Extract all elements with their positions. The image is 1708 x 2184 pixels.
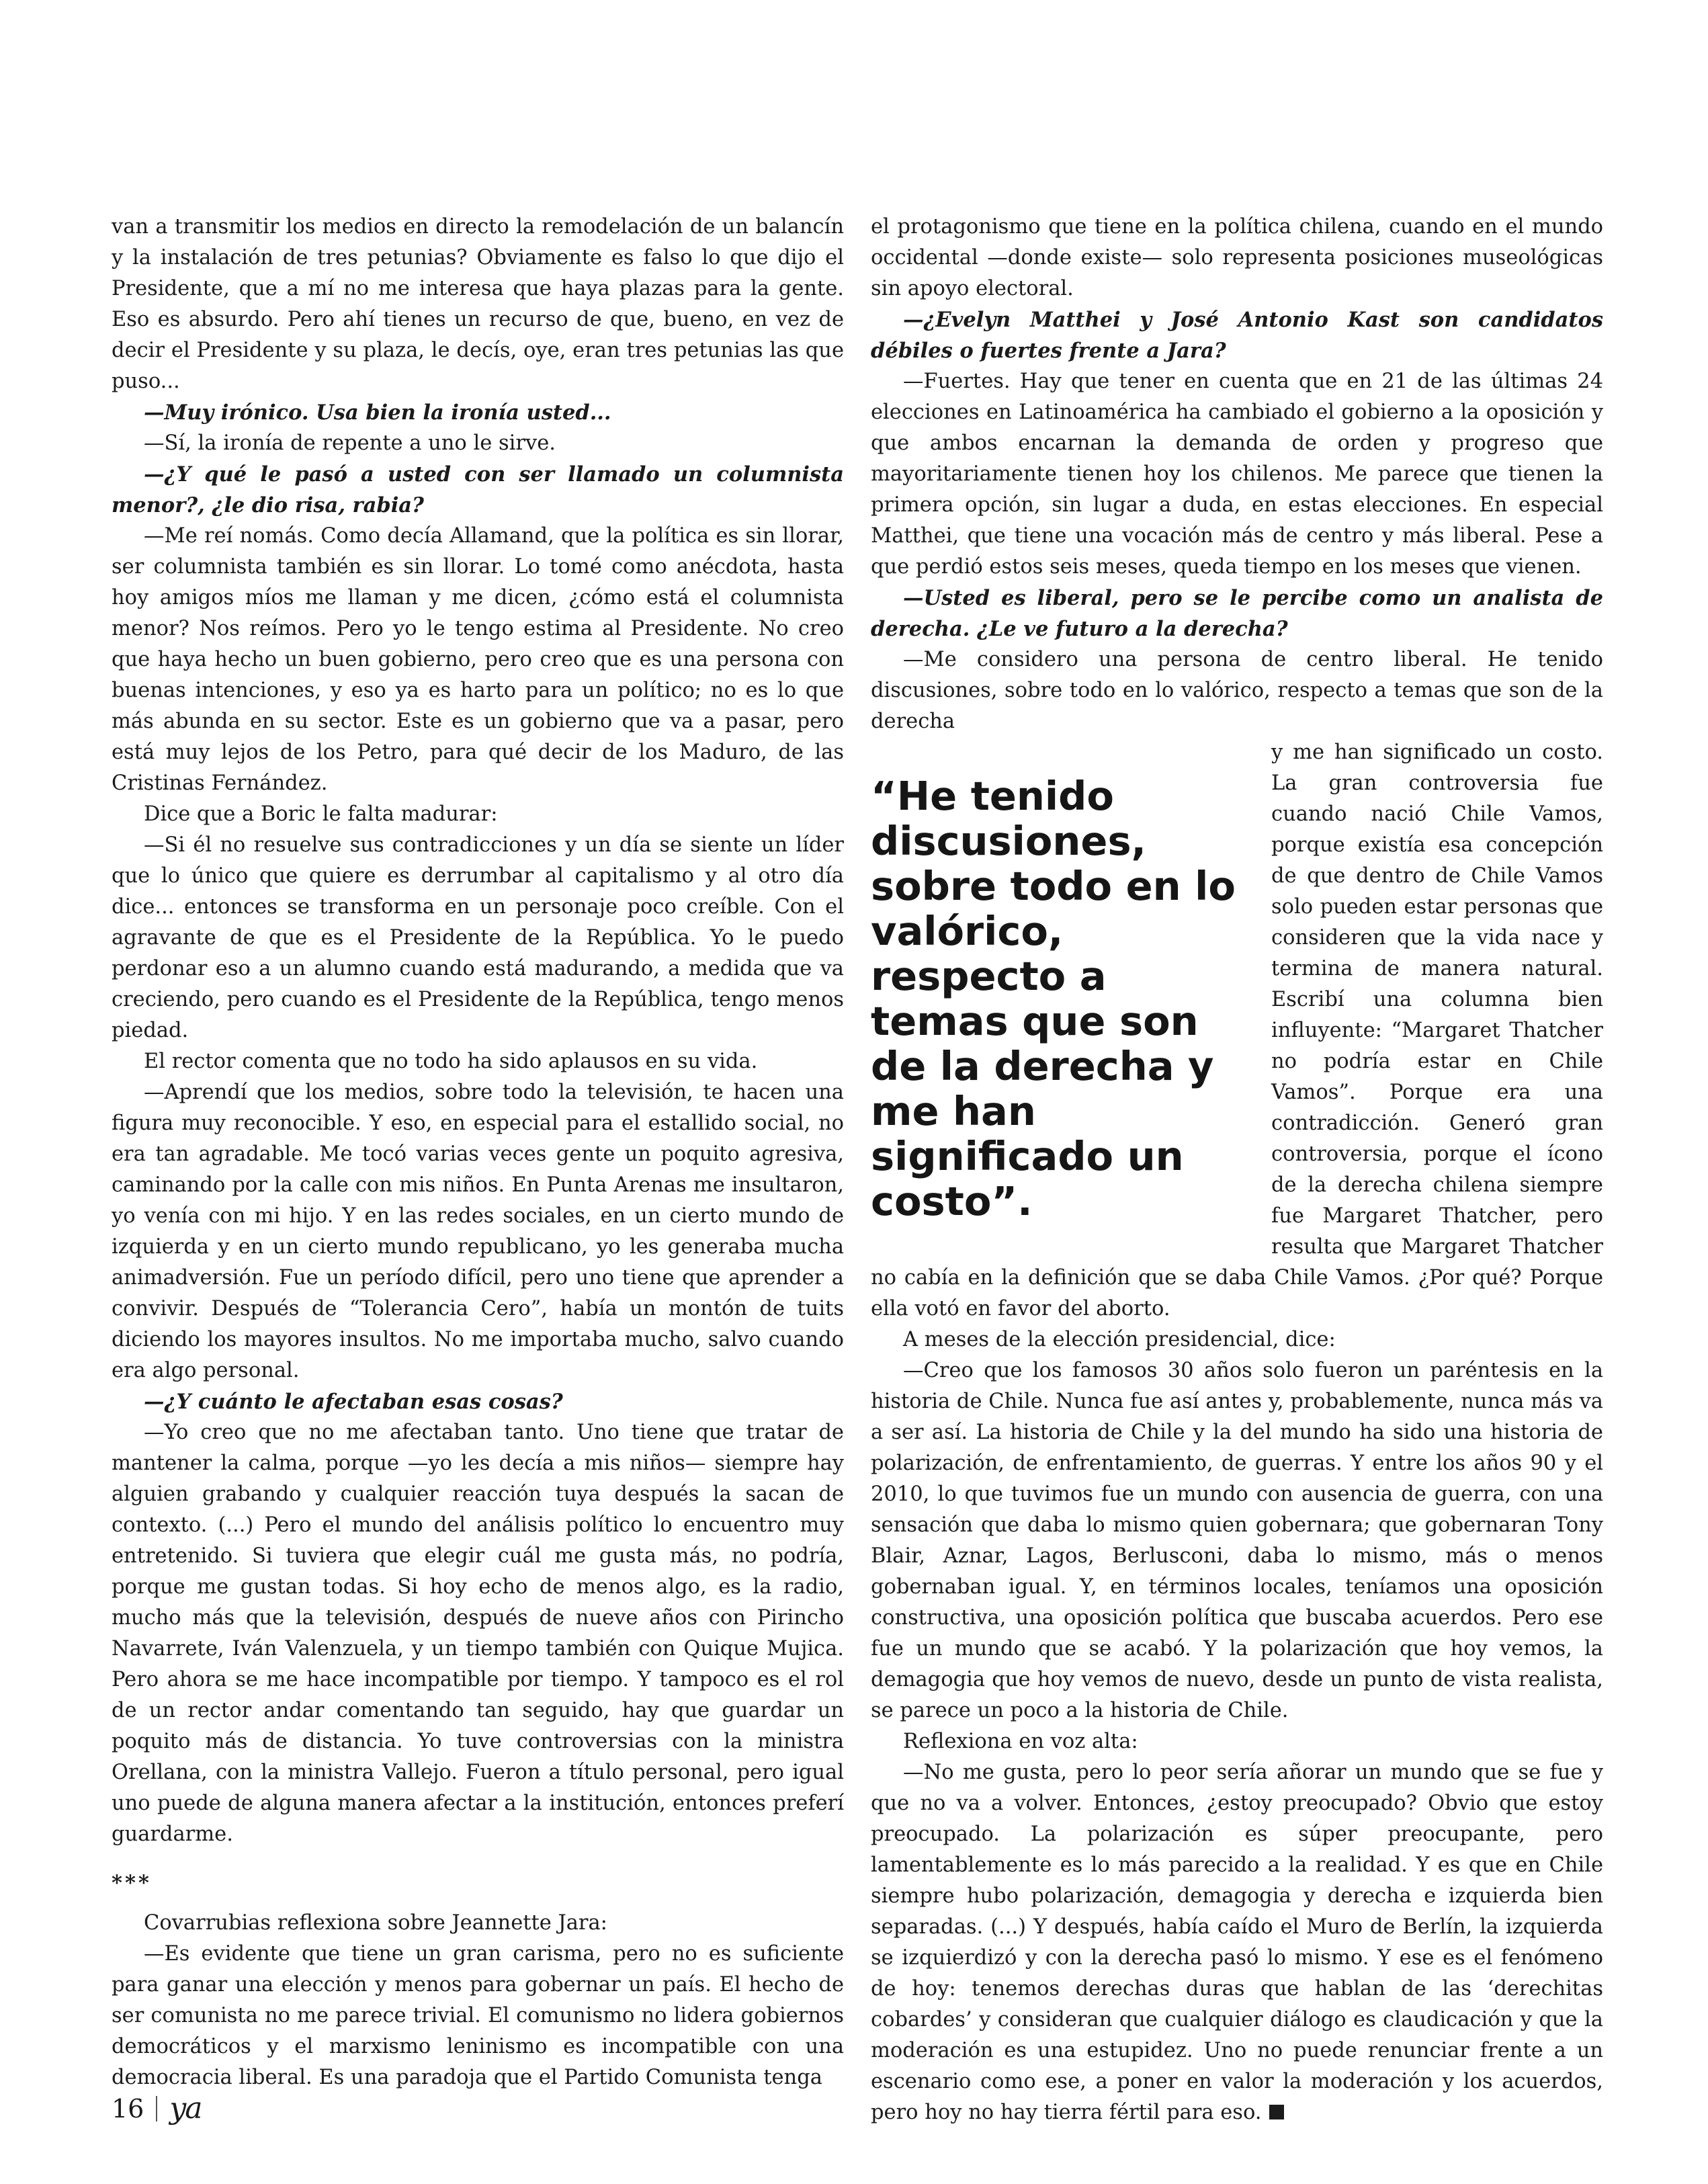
interview-question: —Usted es liberal, pero se le percibe como un analista de derecha. ¿Le ve futuro a la derecha? (871, 586, 1603, 641)
paragraph: —Me considero una persona de centro liberal. He tenido discusiones, sobre todo en lo valórico, respecto a temas que son de la derecha (871, 648, 1603, 733)
page-number: 16 (112, 2093, 144, 2124)
paragraph: —Me reí nomás. Como decía Allamand, que la política es sin llorar, ser columnista también es sin llorar. Lo tomé como anécdota, hasta hoy amigos míos me llaman y me dicen, ¿cómo está el columnista menor? Nos reímos. Pero yo le tengo estima al Presidente. No creo que haya hecho un buen gobierno, pero creo que es una persona con buenas intenciones, y eso ya es harto para un político; no es lo que más abunda en su sector. Este es un gobierno que va a pasar, pero está muy lejos de los Petro, para qué decir de los Maduro, de las Cristinas Fernández. (112, 524, 844, 795)
footer-divider (156, 2096, 157, 2122)
paragraph: —Si él no resuelve sus contradicciones y un día se siente un líder que lo único que quiere es derrumbar al capitalismo y al otro día dice... entonces se transforma en un personaje poco creíble. Con el agravante de que es el Presidente de la República. Yo le puedo perdonar eso a un alumno cuando está madurando, a medida que va creciendo, pero cuando es el Presidente de la República, tengo menos piedad. (112, 833, 844, 1042)
paragraph-text: —No me gusta, pero lo peor sería añorar un mundo que se fue y que no va a volver. Entonces, ¿estoy preocupado? Obvio que estoy preocupado. La polarización es súper preocupante, pero lamentablemente es lo más parecido a la realidad. Y es que en Chile siempre hubo polarización, demagogia y derecha e izquierda bien separadas. (...) Y después, había caído el Muro de Berlín, la izquierda se izquierdizó y con la derecha pasó lo mismo. Y ese es el fenómeno de hoy: tenemos derechas duras que hablan de las ‘derechitas cobardes’ y consideran que cualquier diálogo es claudicación y que la moderación es una estupidez. Uno no puede renunciar frente a un escenario como ese, a poner en valor la moderación y los acuerdos, pero hoy no hay tierra fértil para eso. (871, 1761, 1603, 2124)
pull-quote: “He tenido discusiones, sobre todo en lo valórico, respecto a temas que son de la derecha y me han significado un costo”. (871, 773, 1236, 1224)
paragraph: —Aprendí que los medios, sobre todo la televisión, te hacen una figura muy reconocible. Y eso, en especial para el estallido social, no era tan agradable. Me tocó varias veces gente un poquito agresiva, caminando por la calle con mis niños. En Punta Arenas me insultaron, yo venía con mi hijo. Y en las redes sociales, en un cierto mundo de izquierda y en un cierto mundo republicano, yo les generaba mucha animadversión. Fue un período difícil, pero uno tiene que aprender a convivir. Después de “Tolerancia Cero”, había un montón de tuits diciendo los mayores insultos. No me importaba mucho, salvo cuando era algo personal. (112, 1081, 844, 1382)
paragraph: —Fuertes. Hay que tener en cuenta que en 21 de las últimas 24 elecciones en Latinoamérica ha cambiado el gobierno a la oposición y que ambos encarnan la demanda de orden y progreso que mayoritariamente tienen hoy los chilenos. Me parece que tienen la primera opción, sin lugar a duda, en estas elecciones. En especial Matthei, que tiene una vocación más de centro y más liberal. Pese a que perdió estos seis meses, queda tiempo en los meses que vienen. (871, 370, 1603, 579)
left-column (112, 212, 844, 2093)
paragraph: El rector comenta que no todo ha sido aplausos en su vida. (144, 1050, 758, 1073)
end-of-article-mark (1269, 2105, 1284, 2119)
paragraph: el protagonismo que tiene en la política chilena, cuando en el mundo occidental —donde existe— solo representa posiciones museológicas sin apoyo electoral. (871, 215, 1603, 300)
page-footer (112, 2091, 201, 2126)
paragraph: van a transmitir los medios en directo la remodelación de un balancín y la instalación de tres petunias? Obviamente es falso lo que dijo el Presidente, que a mí no me interesa que haya plazas para la gente. Eso es absurdo. Pero ahí tienes un recurso de que, bueno, en vez de decir el Presidente y su plaza, le decís, oye, eran tres petunias las que puso... (112, 215, 844, 393)
section-separator: *** (112, 1871, 152, 1895)
interview-question: —Muy irónico. Usa bien la ironía usted... (144, 401, 611, 425)
paragraph: A meses de la elección presidencial, dice: (903, 1328, 1336, 1351)
paragraph: —Creo que los famosos 30 años solo fueron un paréntesis en la historia de Chile. Nunca fue así antes y, probablemente, nunca más va a ser así. La historia de Chile y la del mundo ha sido una historia de polarización, de enfrentamiento, de guerras. Y entre los años 90 y el 2010, lo que tuvimos fue un mundo con ausencia de guerra, con una sensación que daba lo mismo quien gobernara; que gobernaran Tony Blair, Aznar, Lagos, Berlusconi, daba lo mismo, más o menos gobernaban igual. Y, en términos locales, teníamos una oposición constructiva, una oposición política que buscaba acuerdos. Pero ese fue un mundo que se acabó. Y la polarización que hoy vemos, la demagogia que hoy vemos de nuevo, desde un punto de vista realista, se parece un poco a la historia de Chile. (871, 1359, 1603, 1722)
paragraph (871, 1757, 1603, 2128)
magazine-logo: ya (169, 2091, 202, 2126)
paragraph: —Yo creo que no me afectaban tanto. Uno tiene que tratar de mantener la calma, porque —yo les decía a mis niños— siempre hay alguien grabando y cualquier reacción tuya después la sacan de contexto. (...) Pero el mundo del análisis político lo encuentro muy entretenido. Si tuviera que elegir cuál me gusta más, no podría, porque me gustan todas. Si hoy echo de menos algo, es la radio, mucho más que la televisión, después de nueve años con Pirincho Navarrete, Iván Valenzuela, y un tiempo también con Quique Mujica. Pero ahora se me hace incompatible por tiempo. Y tampoco es el rol de un rector andar comentando tan seguido, hay que guardar un poquito más de distancia. Yo tuve controversias con la ministra Orellana, con la ministra Vallejo. Fueron a título personal, pero igual uno puede de alguna manera afectar a la institución, entonces preferí guardarme. (112, 1421, 844, 1846)
paragraph: y me han significado un costo. La gran controversia fue cuando nació Chile Vamos, porque existía esa concepción de que dentro de Chile Vamos solo pueden estar personas que consideren que la vida nace y termina de manera natural. Escribí una columna bien influyente: “Margaret Thatcher no podría estar en Chile Vamos”. Porque era una contradicción. Generó gran controversia, porque el ícono de la derecha chilena siempre fue Margaret Thatcher, pero resulta que Margaret Thatcher no cabía en la definición que se daba Chile Vamos. ¿Por qué? Porque ella votó en favor del aborto. (871, 741, 1603, 1320)
paragraph: —Sí, la ironía de repente a uno le sirve. (144, 431, 556, 455)
paragraph: Reflexiona en voz alta: (903, 1730, 1138, 1753)
paragraph: Dice que a Boric le falta madurar: (144, 802, 498, 826)
interview-question: —¿Evelyn Matthei y José Antonio Kast son candidatos débiles o fuertes frente a Jara? (871, 308, 1603, 363)
right-column (871, 212, 1603, 2128)
paragraph: —Es evidente que tiene un gran carisma, pero no es suficiente para ganar una elección y menos para gobernar un país. El hecho de ser comunista no me parece trivial. El comunismo no lidera gobiernos democráticos y el marxismo leninismo es incompatible con una democracia liberal. Es una paradoja que el Partido Comunista tenga (112, 1942, 844, 2089)
paragraph: Covarrubias reflexiona sobre Jeannette Jara: (144, 1911, 607, 1935)
interview-question: —¿Y cuánto le afectaban esas cosas? (144, 1390, 563, 1414)
interview-question: —¿Y qué le pasó a usted con ser llamado un columnista menor?, ¿le dio risa, rabia? (112, 462, 844, 517)
